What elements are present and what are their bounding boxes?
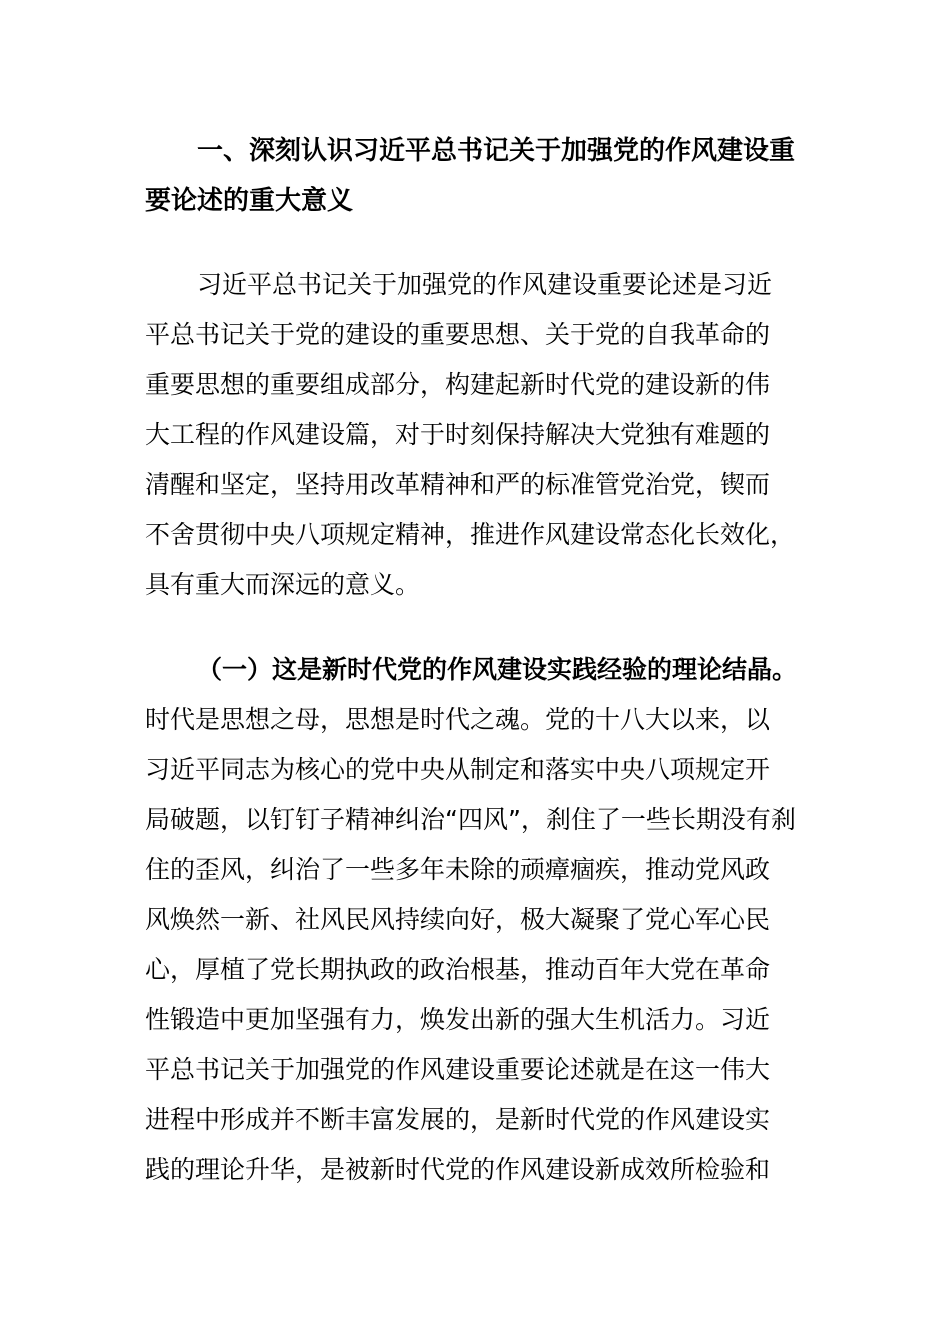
paragraph-line: 重要思想的重要组成部分，构建起新时代党的建设新的伟 [145,370,771,399]
paragraph-line: 清醒和坚定，坚持用改革精神和严的标准管党治党，锲而 [145,470,771,499]
paragraph-line: 具有重大而深远的意义。 [145,570,421,599]
section-heading-line: 一、深刻认识习近平总书记关于加强党的作风建设重 [197,136,796,166]
paragraph-line: 不舍贯彻中央八项规定精神，推进作风建设常态化长效化， [145,520,796,549]
paragraph-line: 平总书记关于加强党的作风建设重要论述就是在这一伟大 [145,1055,771,1084]
paragraph-line: 局破题，以钉钉子精神纠治“四风”，刹住了一些长期没有刹 [145,805,796,834]
paragraph-line: 进程中形成并不断丰富发展的，是新时代党的作风建设实 [145,1105,771,1134]
body-paragraph-1 [145,260,807,610]
subsection-heading: （一）这是新时代党的作风建设实践经验的理论结晶。 [197,655,798,684]
paragraph-line: 住的歪风，纠治了一些多年未除的顽瘴痼疾，推动党风政 [145,855,771,884]
section-heading-line: 要论述的重大意义 [145,186,354,216]
body-paragraph-2 [145,645,807,1195]
paragraph-line: 践的理论升华，是被新时代党的作风建设新成效所检验和 [145,1155,771,1184]
section-heading [145,126,807,226]
paragraph-line: 时代是思想之母，思想是时代之魂。党的十八大以来，以 [145,705,771,734]
paragraph-line: 风焕然一新、社风民风持续向好，极大凝聚了党心军心民 [145,905,771,934]
paragraph-line: 性锻造中更加坚强有力，焕发出新的强大生机活力。习近 [145,1005,771,1034]
paragraph-line: 心，厚植了党长期执政的政治根基，推动百年大党在革命 [145,955,771,984]
paragraph-line: 平总书记关于党的建设的重要思想、关于党的自我革命的 [145,320,771,349]
paragraph-line: 习近平同志为核心的党中央从制定和落实中央八项规定开 [145,755,771,784]
paragraph-line: 习近平总书记关于加强党的作风建设重要论述是习近 [197,270,773,299]
paragraph-line: 大工程的作风建设篇，对于时刻保持解决大党独有难题的 [145,420,771,449]
